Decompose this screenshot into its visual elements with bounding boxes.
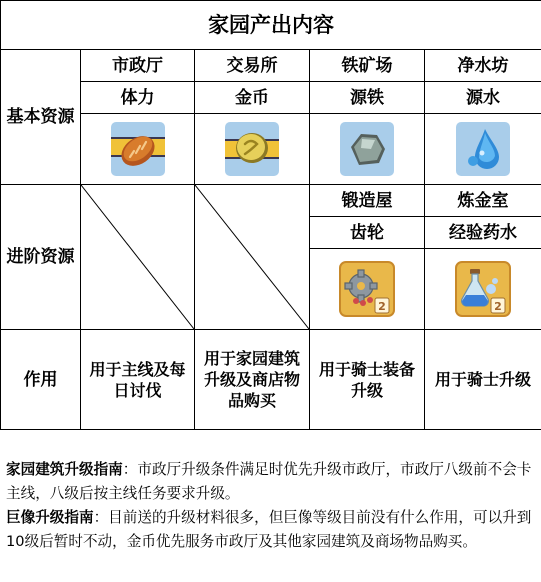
row-label-usage: 作用	[1, 330, 81, 430]
building-alchemy-room: 炼金室	[425, 185, 541, 217]
resource-water: 源水	[425, 82, 541, 114]
icon-cell-stamina	[81, 114, 195, 185]
building-water-workshop: 净水坊	[425, 50, 541, 82]
icon-cell-gold	[195, 114, 310, 185]
gold-coin-icon	[224, 121, 280, 177]
resource-stamina: 体力	[81, 82, 195, 114]
icon-cell-potion	[425, 249, 541, 330]
gear-icon	[339, 261, 395, 317]
empty-cell-exchange-adv	[81, 185, 195, 330]
resource-exp-potion: 经验药水	[425, 217, 541, 249]
home-building-guide-title: 家园建筑升级指南	[6, 461, 123, 478]
water-drop-icon	[455, 121, 511, 177]
building-exchange: 交易所	[195, 50, 310, 82]
building-city-hall: 市政厅	[81, 50, 195, 82]
potion-icon	[455, 261, 511, 317]
upgrade-guide-notes	[0, 448, 541, 554]
usage-water: 用于骑士升级	[425, 330, 541, 430]
home-building-guide	[6, 458, 537, 506]
colossus-guide-text: ：目前送的升级材料很多，但巨像等级目前没有什么作用，可以升到10级后暂时不动，金币优先服务市政厅及其他家园建筑及商场物品购买。	[6, 509, 532, 550]
icon-cell-iron	[310, 114, 425, 185]
bread-icon	[110, 121, 166, 177]
home-building-guide-text: ：市政厅升级条件满足时优先升级市政厅，市政厅八级前不会卡主线，八级后按主线任务要求升级。	[6, 461, 532, 502]
resource-gear: 齿轮	[310, 217, 425, 249]
colossus-guide	[6, 506, 537, 554]
potion-badge-number: 2	[494, 300, 502, 313]
iron-ore-icon	[339, 121, 395, 177]
row-label-advanced: 进阶资源	[1, 185, 81, 330]
icon-cell-water	[425, 114, 541, 185]
building-forge: 锻造屋	[310, 185, 425, 217]
colossus-guide-title: 巨像升级指南	[6, 509, 94, 526]
usage-stamina: 用于主线及每日讨伐	[81, 330, 195, 430]
resource-iron: 源铁	[310, 82, 425, 114]
building-iron-mine: 铁矿场	[310, 50, 425, 82]
row-label-basic: 基本资源	[1, 50, 81, 185]
gear-badge-number: 2	[378, 300, 386, 313]
resource-gold: 金币	[195, 82, 310, 114]
empty-cell-city-adv	[195, 185, 310, 330]
icon-cell-gear	[310, 249, 425, 330]
table-title: 家园产出内容	[1, 1, 541, 50]
usage-iron: 用于骑士装备升级	[310, 330, 425, 430]
usage-gold: 用于家园建筑升级及商店物品购买	[195, 330, 310, 430]
